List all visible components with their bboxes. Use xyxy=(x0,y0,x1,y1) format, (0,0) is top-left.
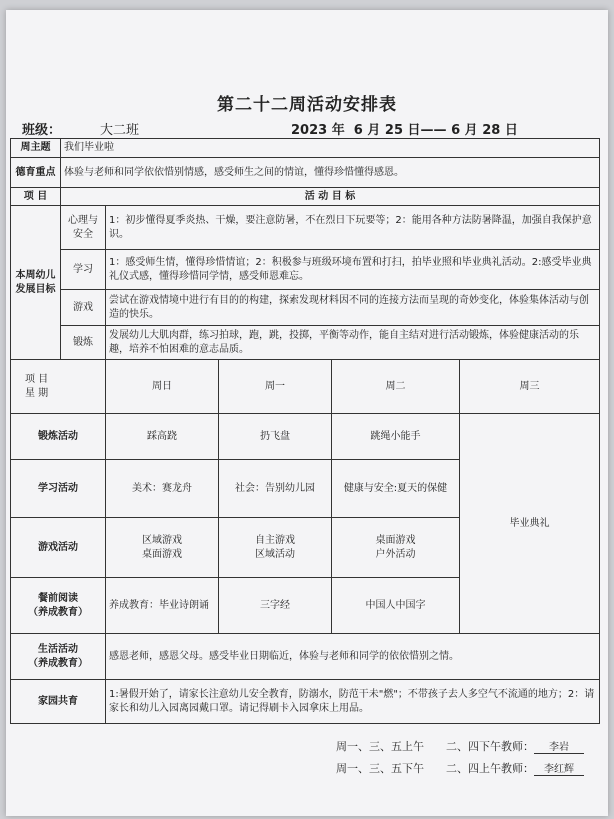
goal-text: 1：感受师生情，懂得珍惜情谊；2：积极参与班级环境布置和打扫，拍毕业照和毕业典礼活动。2:感受毕业典礼仪式感，懂得珍惜同学情，感受师恩难忘。 xyxy=(106,250,600,290)
goals-item-label: 项 目 xyxy=(11,188,61,206)
goal-name: 锻炼 xyxy=(61,326,106,360)
schedule-cell: 跳绳小能手 xyxy=(332,414,460,460)
row-label: 游戏活动 xyxy=(11,518,106,578)
teacher-signature: 李岩 xyxy=(534,738,584,754)
day-header: 周日 xyxy=(106,360,219,414)
row-label: 锻炼活动 xyxy=(11,414,106,460)
row-label: 学习活动 xyxy=(11,460,106,518)
schedule-cell: 踩高跷 xyxy=(106,414,219,460)
teacher-line: 周一、三、五下午 二、四上午教师： 李红辉 xyxy=(336,760,584,776)
schedule-corner: 项 目 星 期 xyxy=(11,360,106,414)
teacher-signature: 李红辉 xyxy=(534,760,584,776)
life-value: 感恩老师，感恩父母。感受毕业日期临近，体验与老师和同学的依依惜别之情。 xyxy=(106,634,600,680)
home-value: 1:暑假开始了，请家长注意幼儿安全教育，防溺水，防范干未"燃"；不带孩子去人多空气不流通的地方；2：请家长和幼儿入园离园戴口罩。请记得刷卡入园拿床上用品。 xyxy=(106,680,600,724)
moral-value: 体验与老师和同学依依惜别情感，感受师生之间的情谊，懂得珍惜懂得感恩。 xyxy=(61,158,600,188)
life-label: 生活活动 （养成教育） xyxy=(11,634,106,680)
goals-section-label: 本周幼儿发展目标 xyxy=(11,206,61,360)
theme-label: 周主题 xyxy=(11,139,61,158)
goal-text: 尝试在游戏情境中进行有目的的构建，探索发现材料因不同的连接方法而呈现的奇妙变化，体验集体活动与创造的快乐。 xyxy=(106,290,600,326)
row-label: 餐前阅读 （养成教育） xyxy=(11,578,106,634)
teacher-line: 周一、三、五上午 二、四下午教师： 李岩 xyxy=(336,738,584,754)
goal-name: 学习 xyxy=(61,250,106,290)
page-title: 第二十二周活动安排表 xyxy=(217,95,397,115)
schedule-sheet xyxy=(6,10,608,816)
schedule-cell: 养成教育：毕业诗朗诵 xyxy=(106,578,219,634)
schedule-cell: 区域游戏 桌面游戏 xyxy=(106,518,219,578)
goal-text: 发展幼儿大肌肉群，练习拍球，跑，跳，投掷，平衡等动作，能自主结对进行活动锻炼，体验健康活动的乐趣，培养不怕困难的意志品质。 xyxy=(106,326,600,360)
goal-text: 1：初步懂得夏季炎热、干燥，要注意防暑，不在烈日下玩要等；2：能用各种方法防暑降温，加强自我保护意识。 xyxy=(106,206,600,250)
schedule-cell: 三字经 xyxy=(219,578,332,634)
day-header: 周一 xyxy=(219,360,332,414)
class-label: 班级： xyxy=(22,123,62,138)
wed-cell: 毕业典礼 xyxy=(460,414,600,634)
activity-table xyxy=(10,138,600,724)
schedule-cell: 中国人中国字 xyxy=(332,578,460,634)
moral-label: 德育重点 xyxy=(11,158,61,188)
schedule-cell: 桌面游戏 户外活动 xyxy=(332,518,460,578)
goals-target-label: 活 动 目 标 xyxy=(61,188,600,206)
day-header: 周三 xyxy=(460,360,600,414)
goal-name: 游戏 xyxy=(61,290,106,326)
schedule-cell: 社会：告别幼儿园 xyxy=(219,460,332,518)
day-header: 周二 xyxy=(332,360,460,414)
schedule-cell: 美术：赛龙舟 xyxy=(106,460,219,518)
home-label: 家园共育 xyxy=(11,680,106,724)
class-name: 大二班 xyxy=(100,123,140,138)
schedule-cell: 健康与安全:夏天的保健 xyxy=(332,460,460,518)
schedule-cell: 自主游戏 区域活动 xyxy=(219,518,332,578)
goal-name: 心理与安全 xyxy=(61,206,106,250)
schedule-cell: 扔飞盘 xyxy=(219,414,332,460)
date-range: 2023 年 6 月 25 日—— 6 月 28 日 xyxy=(291,123,518,138)
theme-value: 我们毕业啦 xyxy=(61,139,600,158)
